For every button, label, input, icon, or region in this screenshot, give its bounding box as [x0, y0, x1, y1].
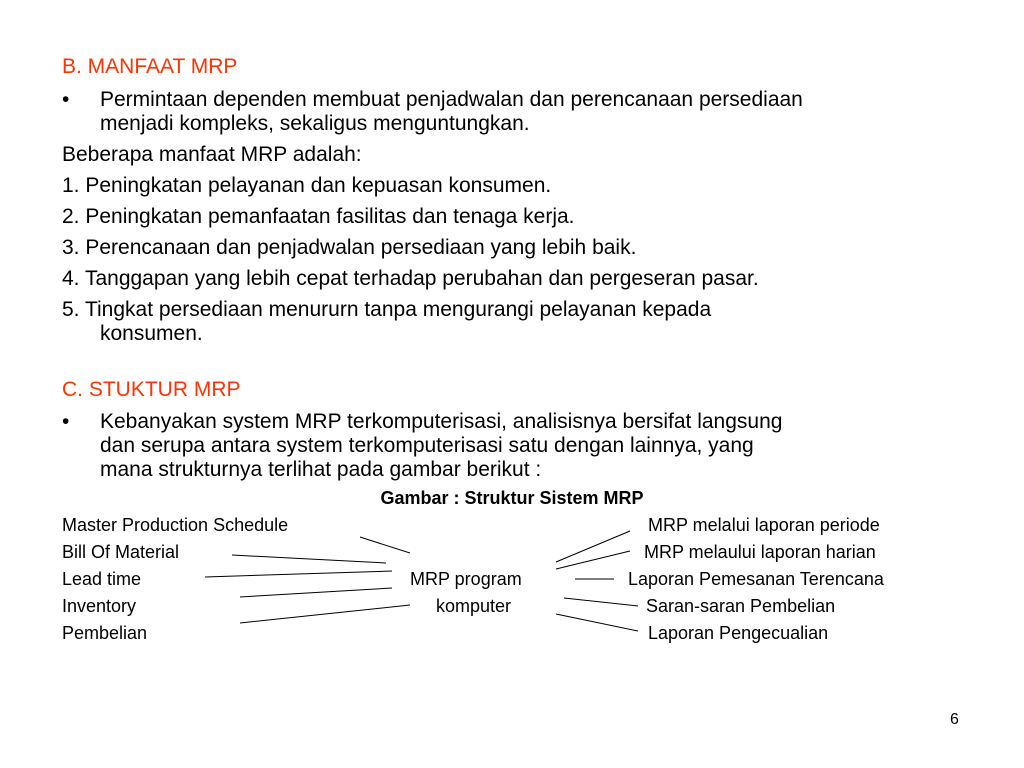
connector-line: [556, 614, 638, 631]
bullet-dot: •: [62, 410, 70, 433]
benefit-item: 2. Peningkatan pemanfaatan fasilitas dan tenaga kerja.: [62, 205, 575, 228]
bullet-text-line: menjadi kompleks, sekaligus menguntungkan.: [100, 112, 530, 135]
benefit-item: 5. Tingkat persediaan menururn tanpa mengurangi pelayanan kepada: [62, 298, 712, 321]
diagram-output: Saran-saran Pembelian: [646, 596, 836, 616]
diagram-input: Inventory: [62, 596, 137, 616]
connector-line: [205, 571, 392, 577]
diagram-center: MRP program: [410, 569, 522, 589]
connector-line: [556, 531, 630, 562]
connector-line: [240, 588, 392, 597]
bullet-text-line: Kebanyakan system MRP terkomputerisasi, analisisnya bersifat langsung: [100, 410, 783, 433]
bullet-text-line: dan serupa antara system terkomputerisasi satu dengan lainnya, yang: [100, 434, 754, 457]
page-number: 6: [950, 711, 959, 728]
section-c-heading: C. STUKTUR MRP: [62, 378, 241, 401]
intro-text: Beberapa manfaat MRP adalah:: [62, 143, 362, 166]
diagram-output: Laporan Pengecualian: [648, 623, 829, 643]
bullet-text-line: Permintaan dependen membuat penjadwalan dan perencanaan persediaan: [100, 88, 803, 111]
diagram-input: Master Production Schedule: [62, 515, 289, 535]
connector-line: [240, 605, 410, 623]
benefit-item: 3. Perencanaan dan penjadwalan persediaan yang lebih baik.: [62, 236, 637, 259]
diagram-output: MRP melalui laporan periode: [648, 515, 880, 535]
diagram-output: MRP melaului laporan harian: [644, 542, 876, 562]
connector-line: [564, 598, 638, 606]
benefit-item-continuation: konsumen.: [100, 322, 203, 345]
benefit-item: 1. Peningkatan pelayanan dan kepuasan konsumen.: [62, 174, 552, 197]
bullet-dot: •: [62, 88, 70, 111]
connector-line: [360, 537, 410, 553]
diagram-input: Pembelian: [62, 623, 148, 643]
diagram-input: Bill Of Material: [62, 542, 180, 562]
connector-line: [556, 551, 630, 569]
connector-line: [232, 555, 386, 563]
diagram-caption: Gambar : Struktur Sistem MRP: [380, 488, 644, 508]
section-b-heading: B. MANFAAT MRP: [62, 55, 238, 78]
diagram-output: Laporan Pemesanan Terencana: [628, 569, 884, 589]
diagram-center: komputer: [436, 596, 512, 616]
diagram-input: Lead time: [62, 569, 142, 589]
bullet-text-line: mana strukturnya terlihat pada gambar berikut :: [100, 458, 542, 481]
benefit-item: 4. Tanggapan yang lebih cepat terhadap perubahan dan pergeseran pasar.: [62, 267, 759, 290]
